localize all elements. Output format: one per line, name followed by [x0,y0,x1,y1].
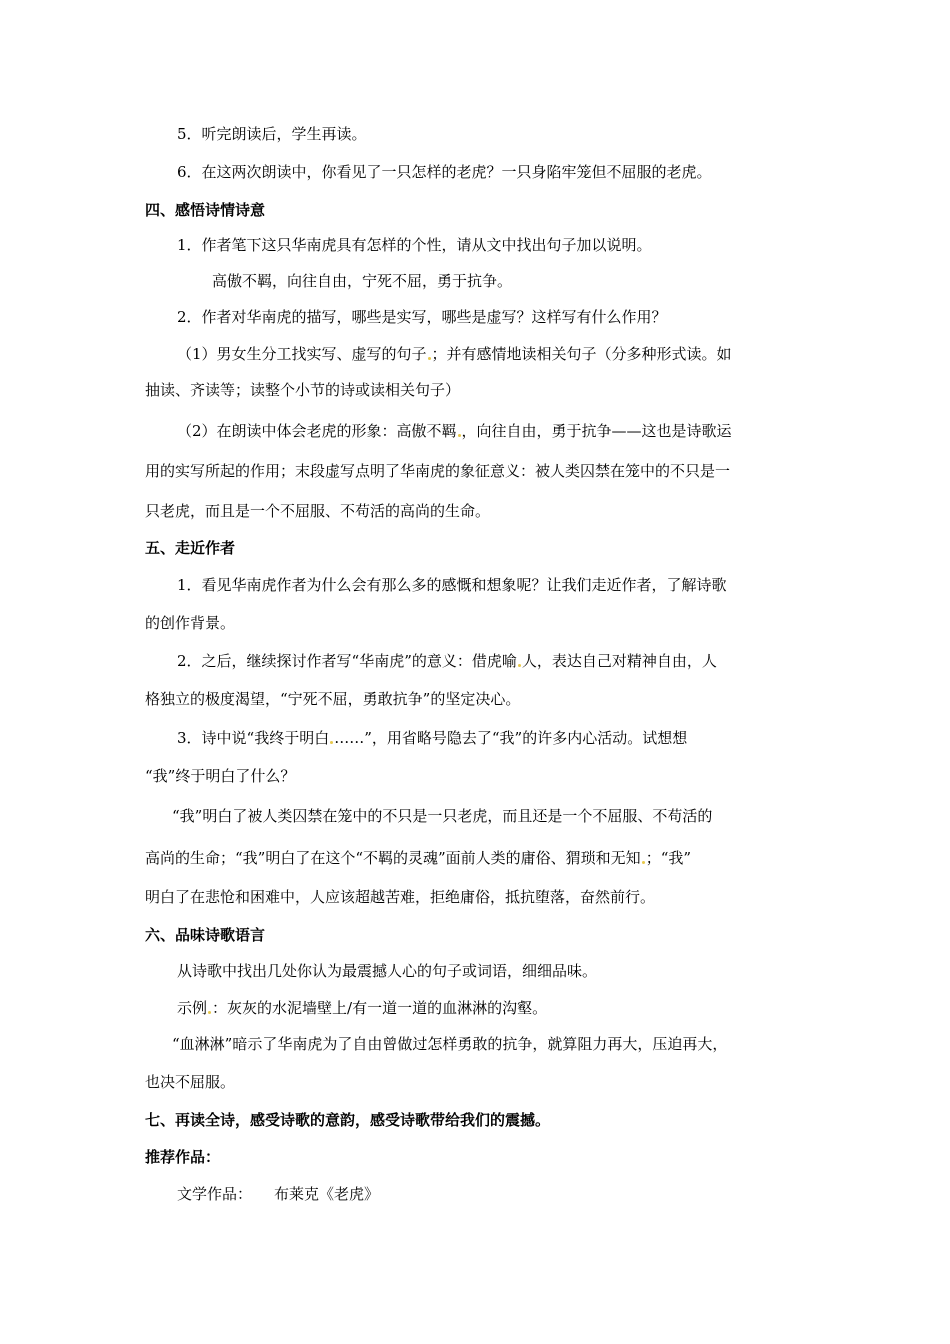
text-run: ……”，用省略号隐去了“我”的许多内心活动。试想想 [334,729,688,747]
paragraph-line: 的创作背景。 [145,614,236,632]
text-run: 布莱克《老虎》 [274,1185,380,1203]
paragraph-line: 5．听完朗读后，学生再读。 [177,125,367,143]
paragraph-line [177,421,732,441]
mark-dot [208,1011,211,1014]
paragraph-line: 也决不屈服。 [145,1073,236,1091]
text-run: 示例 [177,999,208,1017]
text-run: ；并有感情地读相关句子（分多种形式读。如 [431,345,732,363]
section-heading: 七、再读全诗，感受诗歌的意韵，感受诗歌带给我们的震撼。 [145,1111,551,1129]
section-heading: 六、品味诗歌语言 [145,926,266,944]
paragraph-line: 6．在这两次朗读中，你看见了一只怎样的老虎？一只身陷牢笼但不屈服的老虎。 [177,163,712,181]
mark-dot [330,741,333,744]
text-run: 高尚的生命；“我”明白了在这个“不羁的灵魂”面前人类的庸俗、猬琐和无知 [145,849,641,867]
paragraph-line: 1．作者笔下这只华南虎具有怎样的个性，请从文中找出句子加以说明。 [177,236,652,254]
text-run: ：灰灰的水泥墙壁上/有一道一道的血淋淋的沟壑。 [212,999,548,1017]
text-run: 人，表达自己对精神自由，人 [521,652,717,670]
paragraph-line [177,998,547,1018]
paragraph-line [145,848,691,868]
mark-dot [518,664,521,667]
paragraph-line: 格独立的极度渴望，“宁死不屈，勇敢抗争”的坚定决心。 [145,690,521,708]
paragraph-line: 用的实写所起的作用；末段虚写点明了华南虎的象征意义：被人类囚禁在笼中的不只是一 [145,462,731,480]
text-run: ，向往自由，勇于抗争——这也是诗歌运 [461,422,732,440]
mark-dot [642,861,645,864]
paragraph-line: 高傲不羁，向往自由，宁死不屈，勇于抗争。 [212,272,513,290]
paragraph-line: 抽读、齐读等；读整个小节的诗或读相关句子） [145,381,461,399]
paragraph-line: 从诗歌中找出几处你认为最震撼人心的句子或词语，细细品味。 [177,962,598,980]
text-run: （2）在朗读中体会老虎的形象：高傲不羁 [177,422,457,440]
paragraph-line: 只老虎，而且是一个不屈服、不苟活的高尚的生命。 [145,502,491,520]
paragraph-line [177,651,717,671]
text-run: 2．之后，继续探讨作者写“华南虎”的意义：借虎喻 [177,652,517,670]
paragraph-line: 明白了在悲怆和困难中，人应该超越苦难，拒绝庸俗，抵抗堕落，奋然前行。 [145,888,656,906]
section-heading: 四、感悟诗情诗意 [145,201,266,219]
paragraph-line [177,344,732,364]
paragraph-line: “我”明白了被人类囚禁在笼中的不只是一只老虎，而且还是一个不屈服、不苟活的 [172,807,713,825]
text-run: 文学作品： [177,1185,253,1203]
section-heading: 五、走近作者 [145,539,236,557]
text-run: ；“我” [645,849,692,867]
paragraph-line: 1．看见华南虎作者为什么会有那么多的感慨和想象呢？让我们走近作者，了解诗歌 [177,576,727,594]
mark-dot [458,434,461,437]
text-run: （1）男女生分工找实写、虚写的句子 [177,345,427,363]
paragraph-line [177,728,687,748]
paragraph-line: “血淋淋”暗示了华南虎为了自由曾做过怎样勇敢的抗争，就算阻力再大，压迫再大， [172,1035,728,1053]
paragraph-line: “我”终于明白了什么？ [145,767,296,785]
section-heading: 推荐作品： [145,1148,221,1166]
paragraph-line: 2．作者对华南虎的描写，哪些是实写，哪些是虚写？这样写有什么作用？ [177,308,667,326]
text-run: 3．诗中说“我终于明白 [177,729,330,747]
mark-dot [428,357,431,360]
paragraph-line [177,1184,379,1204]
